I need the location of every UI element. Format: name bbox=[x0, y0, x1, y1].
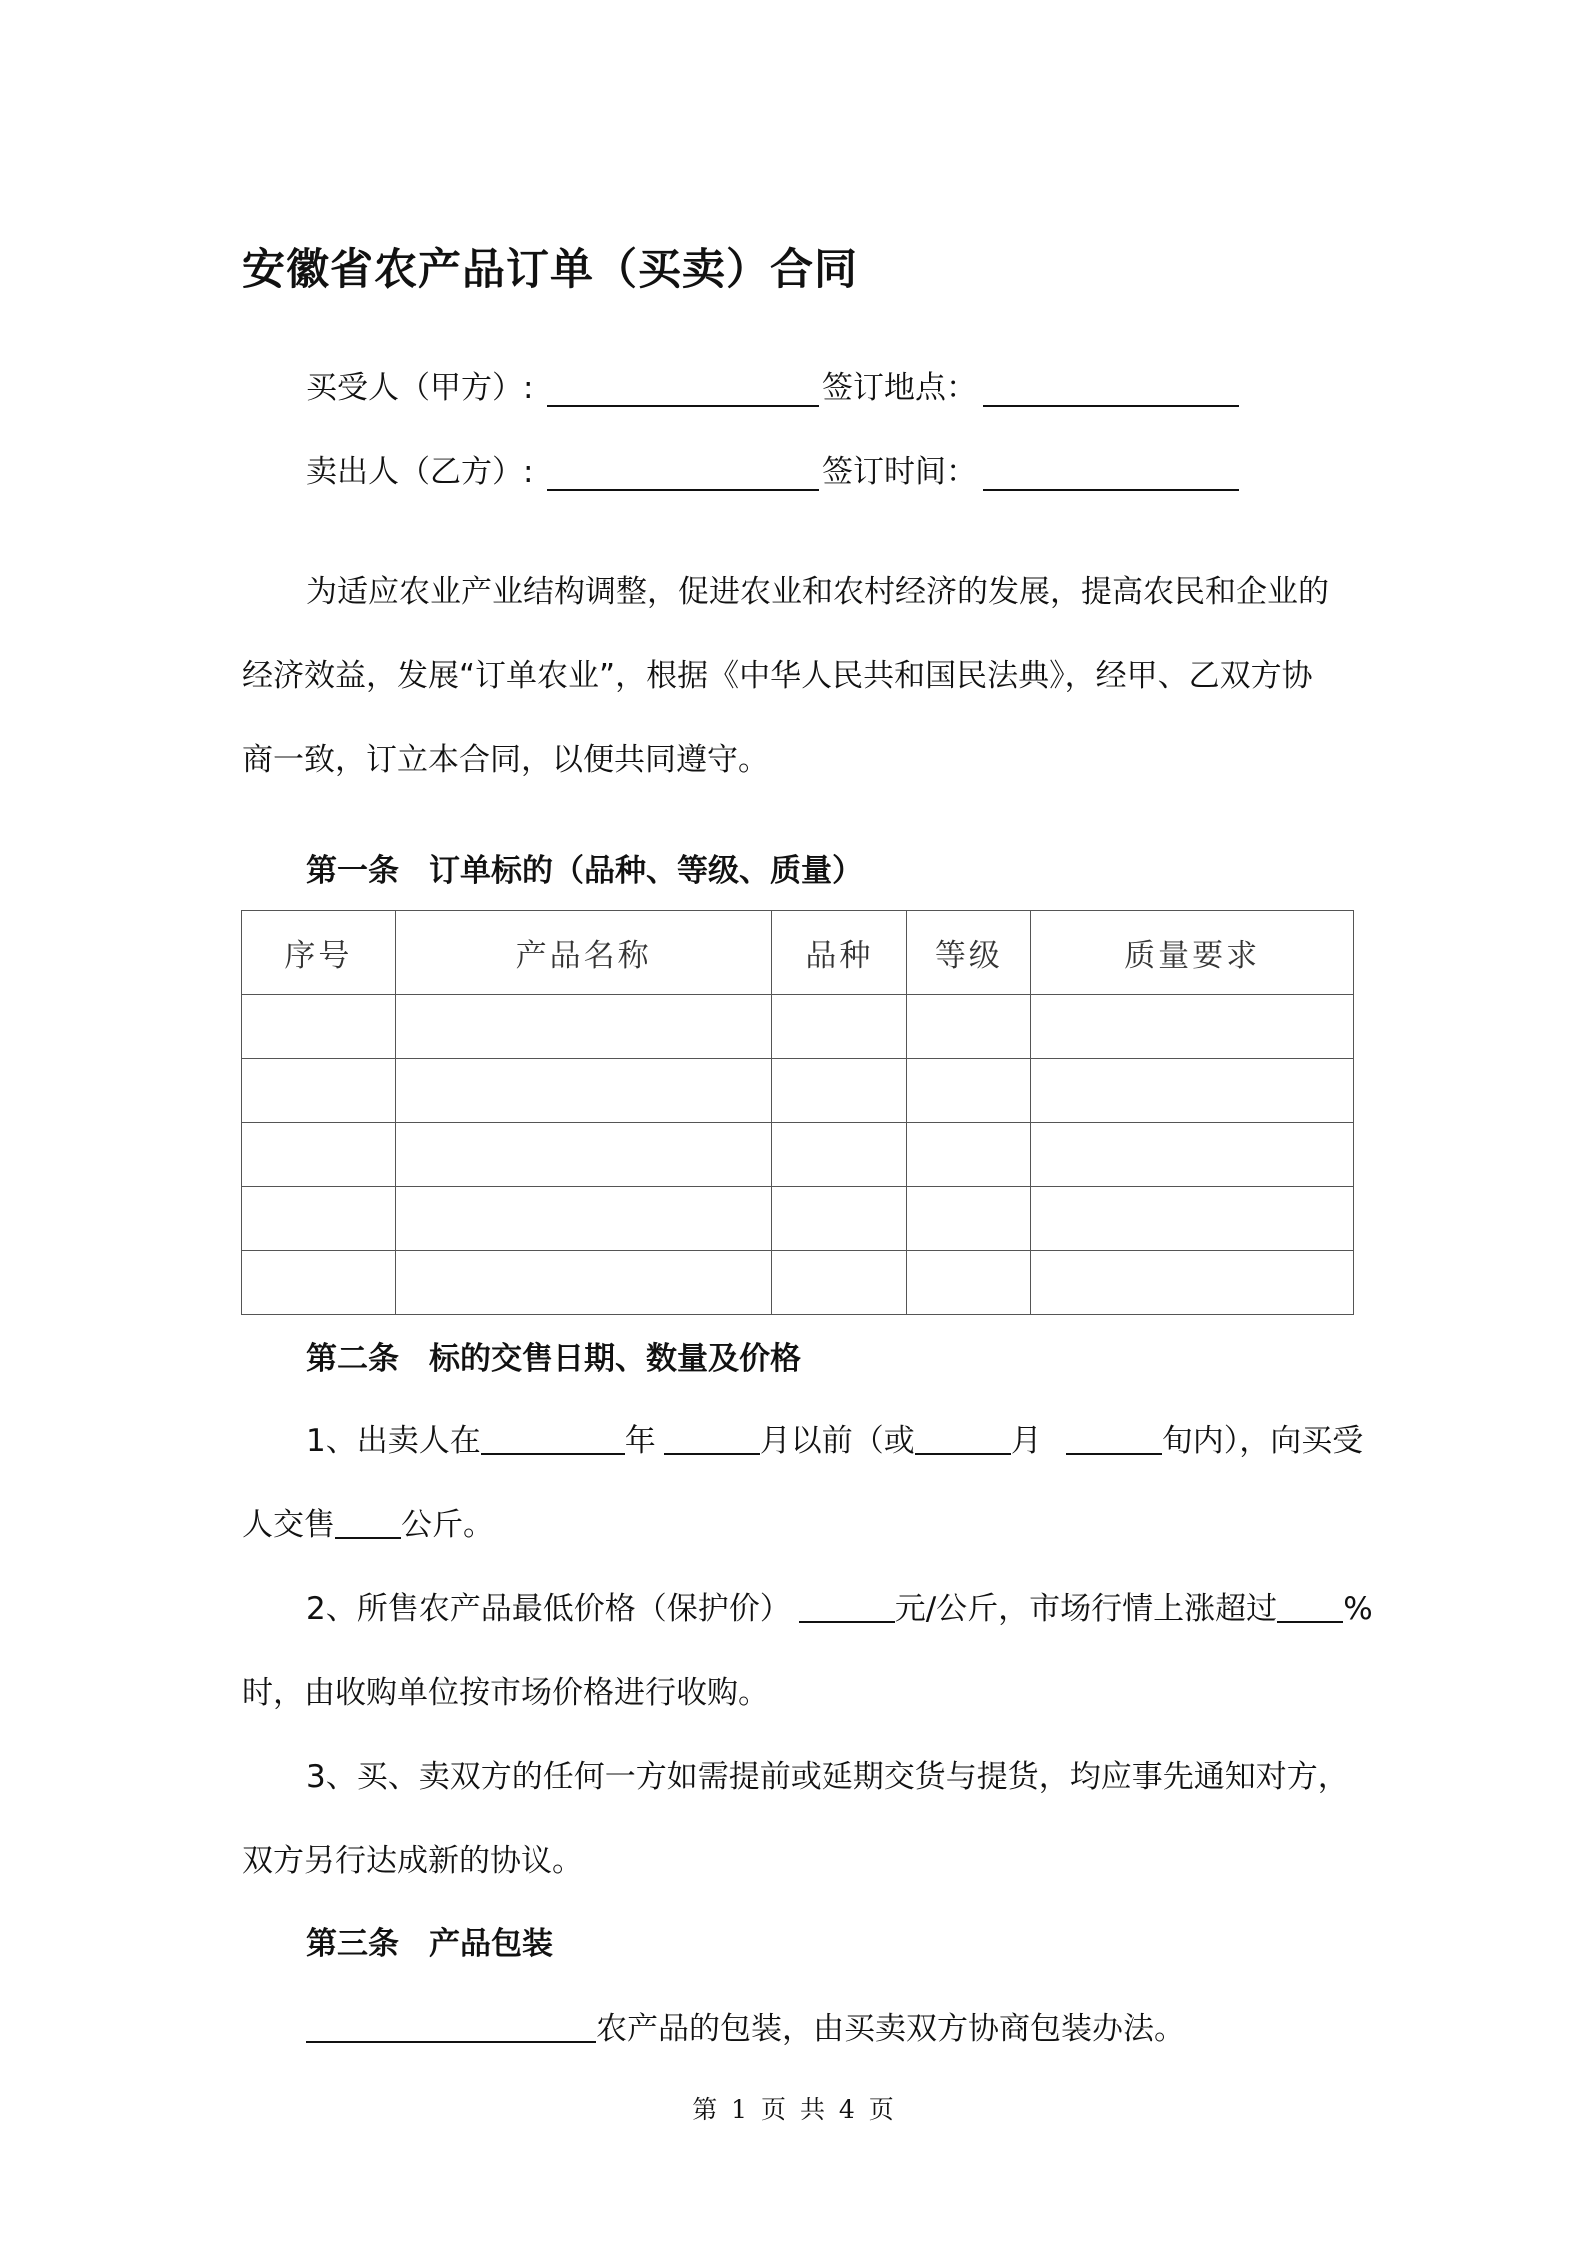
clause-2-line-1 bbox=[306, 1583, 1373, 1628]
buyer-row bbox=[306, 362, 819, 407]
clause-text: 旬内），向买受 bbox=[1161, 1423, 1364, 1459]
table-cell[interactable] bbox=[1031, 1059, 1354, 1123]
article1-heading bbox=[306, 845, 863, 890]
document-title: 安徽省农产品订单（买卖）合同 bbox=[242, 245, 858, 295]
table-cell[interactable] bbox=[1031, 1251, 1354, 1315]
article3-title: 产品包装 bbox=[429, 1926, 553, 1962]
clause-text: 公斤。 bbox=[401, 1507, 494, 1543]
article1-title: 订单标的（品种、等级、质量） bbox=[429, 853, 863, 889]
packaging-blank[interactable] bbox=[306, 2009, 596, 2043]
table-cell[interactable] bbox=[772, 1123, 907, 1187]
table-cell[interactable] bbox=[242, 995, 396, 1059]
table-row bbox=[242, 1187, 1354, 1251]
header-index: 序号 bbox=[242, 911, 396, 995]
seller-blank[interactable] bbox=[547, 453, 819, 491]
table-cell[interactable] bbox=[1031, 1187, 1354, 1251]
clause-3-line-2: 双方另行达成新的协议。 bbox=[242, 1843, 583, 1879]
buyer-label: 买受人（甲方）: bbox=[306, 370, 534, 406]
header-product-name: 产品名称 bbox=[395, 911, 772, 995]
table-cell[interactable] bbox=[1031, 995, 1354, 1059]
alt-month-blank[interactable] bbox=[915, 1421, 1011, 1455]
table-cell[interactable] bbox=[395, 1187, 772, 1251]
clause-text: 农产品的包装，由买卖双方协商包装办法。 bbox=[596, 2011, 1185, 2047]
article3-number: 第三条 bbox=[306, 1926, 399, 1962]
month-blank[interactable] bbox=[664, 1421, 760, 1455]
table-row bbox=[242, 1059, 1354, 1123]
clause-1-line-2 bbox=[242, 1499, 494, 1544]
table-cell[interactable] bbox=[907, 995, 1031, 1059]
table-cell[interactable] bbox=[242, 1059, 396, 1123]
time-label: 签订时间： bbox=[822, 454, 977, 490]
table-header-row bbox=[242, 911, 1354, 995]
clause-text: 2、所售农产品最低价格（保护价） bbox=[306, 1591, 791, 1627]
clause-2-line-2: 时，由收购单位按市场价格进行收购。 bbox=[242, 1675, 769, 1711]
intro-line: 商一致，订立本合同，以便共同遵守。 bbox=[242, 742, 769, 778]
article3-text-line bbox=[306, 2003, 1185, 2048]
table-cell[interactable] bbox=[395, 1059, 772, 1123]
clause-text: 月以前（或 bbox=[759, 1423, 915, 1459]
place-row bbox=[822, 362, 1239, 407]
quantity-blank[interactable] bbox=[335, 1505, 401, 1539]
clause-text: 1、出卖人在 bbox=[306, 1423, 481, 1459]
seller-label: 卖出人（乙方）: bbox=[306, 454, 534, 490]
clause-text: 年 bbox=[624, 1423, 656, 1459]
table-row bbox=[242, 995, 1354, 1059]
table-cell[interactable] bbox=[772, 1251, 907, 1315]
time-blank[interactable] bbox=[983, 453, 1239, 491]
header-variety: 品种 bbox=[772, 911, 907, 995]
intro-line: 为适应农业产业结构调整，促进农业和农村经济的发展，提高农民和企业的 bbox=[306, 574, 1329, 610]
clause-1-line-1 bbox=[306, 1415, 1363, 1460]
table-row bbox=[242, 1123, 1354, 1187]
page-footer: 第 1 页 共 4 页 bbox=[692, 2095, 894, 2124]
table-cell[interactable] bbox=[242, 1123, 396, 1187]
header-grade: 等级 bbox=[907, 911, 1031, 995]
table-cell[interactable] bbox=[395, 1123, 772, 1187]
product-table bbox=[241, 910, 1354, 1315]
intro-paragraph bbox=[242, 550, 1362, 802]
table-cell[interactable] bbox=[907, 1187, 1031, 1251]
time-row bbox=[822, 446, 1239, 491]
table-cell[interactable] bbox=[907, 1123, 1031, 1187]
table-cell[interactable] bbox=[395, 995, 772, 1059]
table-cell[interactable] bbox=[242, 1251, 396, 1315]
table-cell[interactable] bbox=[1031, 1123, 1354, 1187]
clause-text: 月 bbox=[1010, 1423, 1042, 1459]
article2-number: 第二条 bbox=[306, 1341, 399, 1377]
seller-row bbox=[306, 446, 819, 491]
article3-heading bbox=[306, 1918, 553, 1963]
table-cell[interactable] bbox=[242, 1187, 396, 1251]
clause-text: 元/公斤，市场行情上涨超过 bbox=[894, 1591, 1278, 1627]
year-blank[interactable] bbox=[481, 1421, 625, 1455]
table-cell[interactable] bbox=[772, 995, 907, 1059]
place-label: 签订地点： bbox=[822, 370, 977, 406]
percent-blank[interactable] bbox=[1277, 1589, 1343, 1623]
article2-title: 标的交售日期、数量及价格 bbox=[429, 1341, 801, 1377]
article1-number: 第一条 bbox=[306, 853, 399, 889]
intro-line: 经济效益，发展“订单农业”，根据《中华人民共和国民法典》，经甲、乙双方协 bbox=[242, 658, 1313, 694]
clause-text: 人交售 bbox=[242, 1507, 335, 1543]
place-blank[interactable] bbox=[983, 369, 1239, 407]
table-cell[interactable] bbox=[772, 1187, 907, 1251]
clause-text: % bbox=[1343, 1591, 1373, 1627]
table-cell[interactable] bbox=[907, 1251, 1031, 1315]
article2-heading bbox=[306, 1333, 801, 1378]
header-quality: 质量要求 bbox=[1031, 911, 1354, 995]
table-cell[interactable] bbox=[395, 1251, 772, 1315]
clause-3-line-1: 3、买、卖双方的任何一方如需提前或延期交货与提货，均应事先通知对方， bbox=[306, 1759, 1349, 1795]
table-cell[interactable] bbox=[907, 1059, 1031, 1123]
table-cell[interactable] bbox=[772, 1059, 907, 1123]
buyer-blank[interactable] bbox=[547, 369, 819, 407]
table-row bbox=[242, 1251, 1354, 1315]
price-blank[interactable] bbox=[799, 1589, 895, 1623]
period-blank[interactable] bbox=[1066, 1421, 1162, 1455]
